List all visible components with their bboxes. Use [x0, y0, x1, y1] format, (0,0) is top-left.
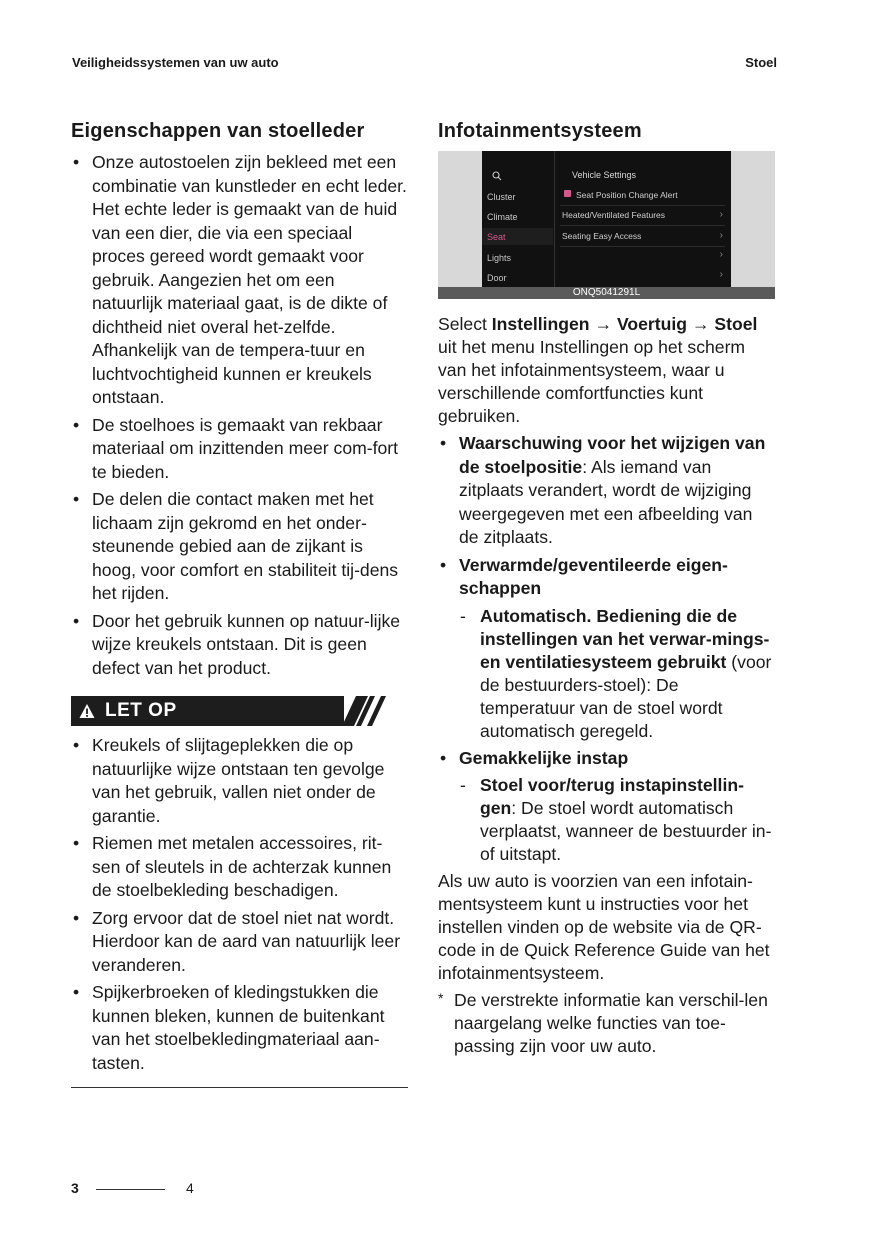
list-item: • Verwarmde/geventileerde eigen-schappen - Automatisch. Bediening die de instellingen van het verwar-mings- en ventilatiesysteem gebruikt (voor de bestuurders-stoel): De temperatuur van de stoel wordt automatisch geregeld. — [438, 554, 775, 743]
intro-paragraph: Select Instellingen → Voertuig → Stoel uit het menu Instellingen op het scherm van het infotainmentsysteem, waar u verschillende comfortfuncties kunt gebruiken. — [438, 314, 758, 426]
image-code-caption: ONQ5041291L — [438, 287, 775, 299]
menu-item-cluster: Cluster — [487, 192, 516, 202]
list-item: • Zorg ervoor dat de stoel niet nat wordt. Hierdoor kan de aard van natuurlijk leer veranderen. — [71, 907, 408, 978]
list-item: • Waarschuwing voor het wijzigen van de stoelpositie: Als iemand van zitplaats verandert, wordt de wijziging weergegeven met een afbeelding van de zitplaats. — [438, 432, 775, 550]
sub-list — [459, 774, 775, 866]
menu-item-door: Door — [487, 273, 507, 283]
closing-paragraph: Als uw auto is voorzien van een infotain-mentsysteem kunt u instructies voor het instellen vinden op de website via de QR-code in de Quick Reference Guide van het infotainmentsysteem. — [438, 871, 770, 983]
section-title-infotainment: Infotainmentsysteem — [438, 120, 642, 142]
footnote: * De verstrekte informatie kan verschil-len naargelang welke functies van toe-passing zijn voor uw auto. — [438, 989, 775, 1058]
chevron-right-icon: › — [719, 209, 723, 220]
setting-row-heated-ventilated: Heated/Ventilated Features › — [560, 205, 725, 226]
leather-bullets — [71, 151, 408, 680]
search-icon — [492, 171, 502, 181]
settings-panel — [560, 151, 731, 288]
settings-menu — [482, 151, 555, 288]
section-title-leather: Eigenschappen van stoelleder — [71, 120, 365, 142]
setting-row-position-alert: Seat Position Change Alert — [560, 185, 725, 206]
running-header-section: Veiligheidssystemen van uw auto — [72, 55, 279, 70]
panel-title: Vehicle Settings — [572, 170, 637, 180]
page-number: 4 — [186, 1180, 194, 1196]
caution-bullets — [71, 734, 408, 1075]
menu-item-climate: Climate — [487, 212, 518, 222]
list-item: • Door het gebruik kunnen op natuur-lijke wijze kreukels ontstaan. Dit is geen defect van het product. — [71, 610, 408, 681]
feature-bullets — [438, 432, 775, 866]
chapter-number: 3 — [71, 1180, 79, 1196]
path-item-instellingen: Instellingen — [491, 314, 590, 334]
caution-end-rule — [71, 1087, 408, 1088]
sub-list-item: - Automatisch. Bediening die de instellingen van het verwar-mings- en ventilatiesysteem gebruikt (voor de bestuurders-stoel): De temperatuur van de stoel wordt automatisch geregeld. — [459, 605, 775, 743]
list-item: • Riemen met metalen accessoires, rit-sen of sleutels in de achterzak kunnen de stoelbekleding beschadigen. — [71, 832, 408, 903]
chevron-right-icon: › — [719, 269, 723, 280]
running-header-topic: Stoel — [745, 55, 777, 70]
list-item: • Spijkerbroeken of kledingstukken die kunnen bleken, kunnen de buitenkant van het stoelbekledingmateriaal aan-tasten. — [71, 981, 408, 1075]
caution-title: LET OP — [105, 700, 177, 721]
banner-slashes-decoration — [344, 696, 408, 726]
menu-item-lights: Lights — [487, 253, 512, 263]
list-item: • Onze autostoelen zijn bekleed met een combinatie van kunstleder en echt leder. Het echte leder is gemaakt van de huid van een dier, die via een speciaal proces gereed wordt gemaakt voor gebruik. Aangezien het om een natuurlijk materiaal gaat, is de dikte of dichtheid niet overal het-zelfde. Afhankelijk van de tempera-tuur en luchtvochtigheid kunnen er kreukels ontstaan. — [71, 151, 408, 410]
list-item: • De stoelhoes is gemaakt van rekbaar materiaal om inzittenden meer com-fort te bieden. — [71, 414, 408, 485]
chevron-right-icon: › — [719, 249, 723, 260]
list-item: • De delen die contact maken met het lichaam zijn gekromd en het onder-steunende gebied aan de zijkant is hoog, voor comfort en stabiliteit tij-dens het rijden. — [71, 488, 408, 606]
path-item-stoel: Stoel — [714, 314, 758, 334]
left-column — [71, 120, 408, 1088]
menu-item-seat: Seat — [487, 232, 506, 242]
list-item: • Kreukels of slijtageplekken die op natuurlijke wijze ontstaan ten gevolge van het gebruik, vallen niet onder de garantie. — [71, 734, 408, 828]
list-item: • Gemakkelijke instap - Stoel voor/terug instapinstellin-gen: De stoel wordt automatisch verplaatst, wanneer de bestuurder in- of uitstapt. — [438, 747, 775, 867]
path-item-voertuig: Voertuig — [616, 314, 687, 334]
chevron-right-icon: › — [719, 230, 723, 241]
setting-row-easy-access: Seating Easy Access › — [560, 226, 725, 247]
footer-rule — [96, 1189, 165, 1190]
footnote-marker: * — [438, 990, 444, 1006]
warning-triangle-icon — [79, 703, 95, 719]
infotainment-screenshot — [438, 151, 775, 299]
sub-list — [459, 605, 775, 743]
checkbox-checked-icon — [564, 190, 571, 197]
vehicle-settings-screen — [482, 151, 731, 288]
caution-banner — [71, 696, 408, 726]
sub-list-item: - Stoel voor/terug instapinstellin-gen: De stoel wordt automatisch verplaatst, wanneer de bestuurder in- of uitstapt. — [459, 774, 775, 866]
right-column — [438, 120, 775, 1058]
